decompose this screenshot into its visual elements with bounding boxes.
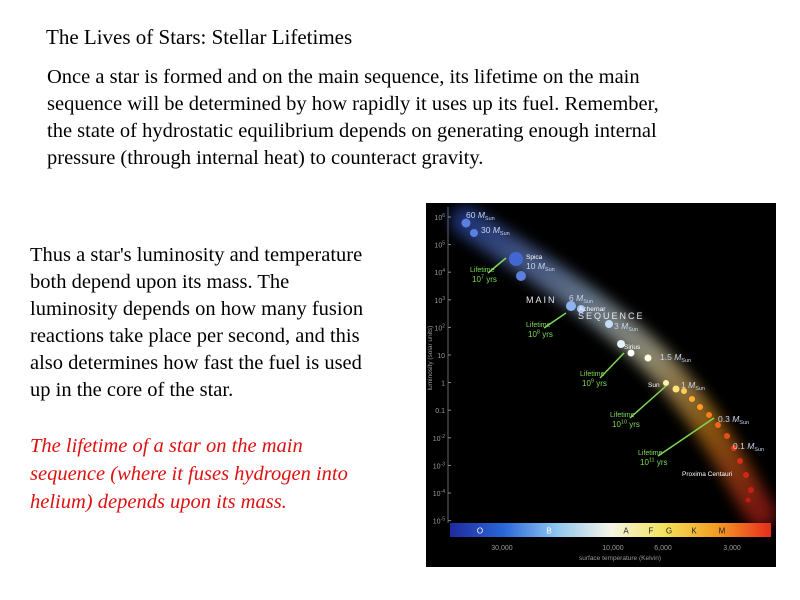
- x-tick-label: 3,000: [723, 545, 741, 552]
- star-name-label: Sun: [648, 382, 660, 389]
- y-tick-label: $10^{-3}$: [432, 461, 445, 471]
- star-dot: [516, 271, 526, 281]
- star-dot: [746, 498, 751, 503]
- star-name-label: Sirius: [624, 344, 641, 351]
- lifetime-value: $10^{11}$ yrs: [640, 457, 668, 467]
- y-tick-label: $10^3$: [434, 295, 445, 305]
- star-dot: [743, 472, 749, 478]
- star-dot: [509, 252, 523, 266]
- mass-label: 10 $M_{Sun}$: [526, 261, 555, 273]
- lifetime-value: $10^{10}$ yrs: [612, 419, 640, 429]
- spectral-class-label: O: [476, 526, 484, 536]
- highlight-line: helium) depends upon its mass.: [30, 491, 287, 513]
- x-axis-title: surface temperature (Kelvin): [578, 555, 662, 562]
- y-axis-title: luminosity (solar units): [427, 325, 434, 391]
- mass-luminosity-paragraph: [30, 242, 425, 404]
- spectral-class-label: K: [691, 526, 697, 536]
- spectral-class-label: F: [648, 526, 654, 536]
- y-tick-label: $10^{-5}$: [432, 516, 445, 526]
- intro-paragraph: [47, 64, 777, 172]
- sequence-label: SEQUENCE: [578, 311, 645, 321]
- highlight-line: The lifetime of a star on the main: [30, 435, 303, 457]
- lifetime-value: $10^7$ yrs: [472, 274, 497, 284]
- mass-label: 60 $M_{Sun}$: [466, 210, 495, 222]
- paragraph-line: Thus a star's luminosity and temperature: [30, 244, 363, 266]
- highlight-line: sequence (where it fuses hydrogen into: [30, 463, 348, 485]
- mass-label: 3 $M_{Sun}$: [614, 321, 638, 333]
- hr-diagram-svg: [426, 203, 776, 567]
- x-tick-label: 6,000: [654, 545, 672, 552]
- mass-label: 1.5 $M_{Sun}$: [660, 352, 692, 364]
- mass-label: 30 $M_{Sun}$: [481, 225, 510, 237]
- y-tick-label: $10^2$: [434, 323, 445, 333]
- mass-label: 6 $M_{Sun}$: [569, 293, 593, 305]
- star-dot: [645, 355, 652, 362]
- star-dot: [663, 380, 669, 386]
- paragraph-line: also determines how fast the fuel is used: [30, 352, 362, 374]
- y-tick-label: 1: [441, 380, 445, 388]
- lifetime-label: Lifetime: [470, 267, 495, 274]
- lifetime-value: $10^8$ yrs: [528, 329, 553, 339]
- star-dot: [724, 433, 730, 439]
- intro-line: sequence will be determined by how rapidly it uses up its fuel. Remember,: [47, 93, 659, 115]
- star-dot: [697, 404, 703, 410]
- x-tick-label: 10,000: [602, 545, 624, 552]
- y-tick-label: 0.1: [435, 408, 445, 416]
- intro-line: pressure (through internal heat) to counteract gravity.: [47, 147, 484, 169]
- lifetime-label: Lifetime: [638, 450, 663, 457]
- slide-title: The Lives of Stars: Stellar Lifetimes: [46, 25, 353, 49]
- y-tick-label: $10^5$: [434, 240, 445, 250]
- main-label: MAIN: [526, 295, 557, 305]
- lifetime-label: Lifetime: [526, 322, 551, 329]
- mass-label: 1 $M_{Sun}$: [681, 380, 705, 392]
- y-tick-label: $10^{-4}$: [432, 489, 445, 498]
- paragraph-line: both depend upon its mass. The: [30, 271, 290, 293]
- star-dot: [737, 458, 743, 464]
- spectral-class-label: M: [718, 526, 726, 536]
- star-dot: [689, 396, 695, 402]
- x-tick-label: 30,000: [491, 545, 513, 552]
- paragraph-line: up in the core of the star.: [30, 379, 234, 401]
- hr-diagram: [426, 203, 776, 567]
- lifetime-label: Lifetime: [580, 371, 605, 378]
- y-tick-label: $10^4$: [434, 268, 445, 278]
- paragraph-line: luminosity depends on how many fusion: [30, 298, 364, 320]
- star-dot: [706, 412, 712, 418]
- y-tick-label: $10^{-2}$: [432, 433, 445, 443]
- star-dot: [673, 386, 680, 393]
- lifetime-value: $10^9$ yrs: [582, 378, 607, 388]
- paragraph-line: reactions take place per second, and this: [30, 325, 360, 347]
- lifetime-highlight-paragraph: [30, 432, 425, 516]
- y-tick-label: $10^6$: [434, 213, 445, 222]
- spectral-class-label: B: [546, 526, 552, 536]
- star-name-label: Proxima Centauri: [682, 471, 733, 478]
- star-name-label: Spica: [526, 254, 543, 261]
- intro-line: Once a star is formed and on the main sequence, its lifetime on the main: [47, 66, 640, 88]
- mass-label: 0.3 $M_{Sun}$: [718, 414, 750, 426]
- star-dot: [605, 320, 613, 328]
- y-tick-label: 10: [437, 353, 445, 360]
- star-dot: [748, 487, 754, 493]
- star-dot: [470, 229, 478, 237]
- intro-line: the state of hydrostatic equilibrium depends on generating enough internal: [47, 120, 657, 142]
- lifetime-label: Lifetime: [610, 412, 635, 419]
- spectral-class-label: A: [623, 526, 629, 536]
- star-name-label: Achernar: [579, 306, 606, 313]
- spectral-class-label: G: [665, 526, 673, 536]
- mass-label: 0.1 $M_{Sun}$: [733, 441, 765, 453]
